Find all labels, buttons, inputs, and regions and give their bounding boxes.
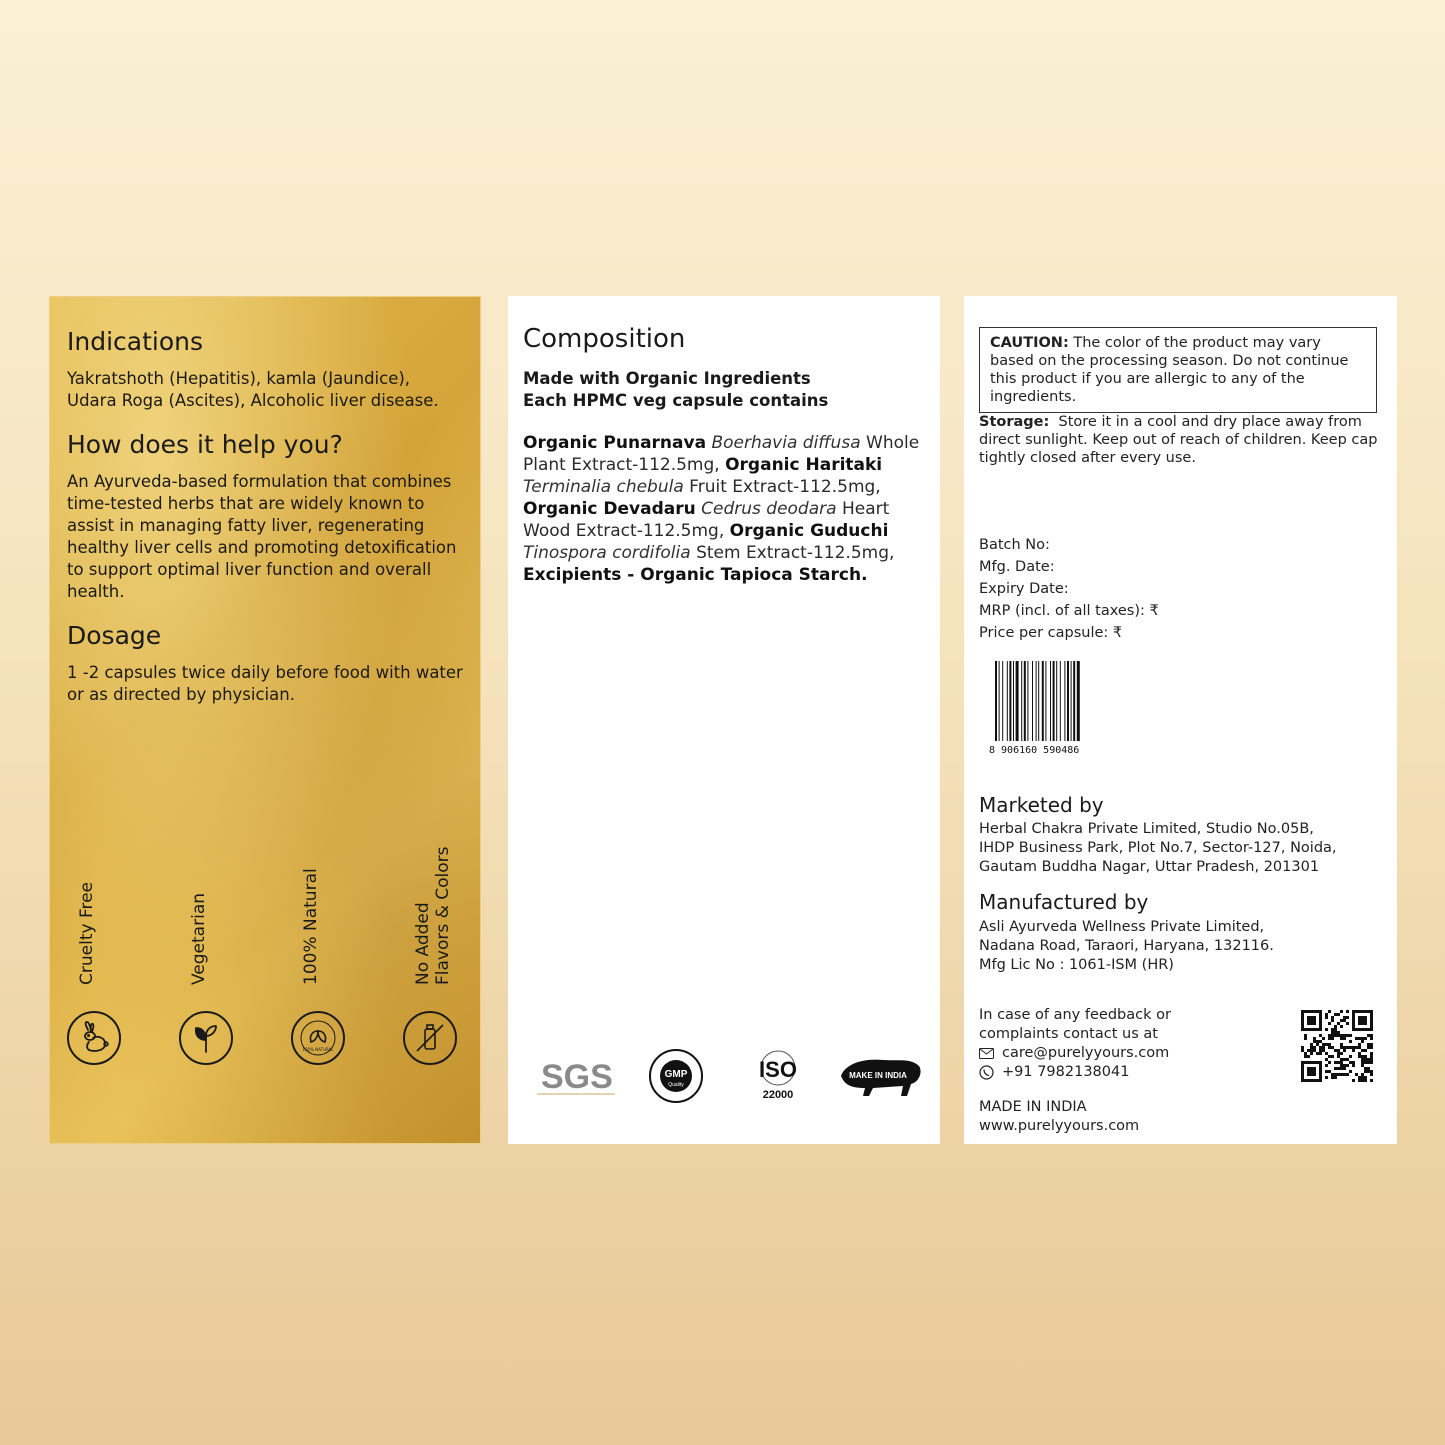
price-per-capsule: Price per capsule: ₹ — [979, 625, 1123, 641]
composition-list — [523, 432, 925, 586]
gmp-logo — [650, 1050, 702, 1102]
caution-box — [979, 327, 1377, 413]
badge-cruelty-free: Cruelty Free — [67, 843, 127, 1103]
leaf-icon — [179, 1011, 233, 1065]
sgs-logo — [537, 1058, 615, 1096]
batch-no: Batch No: — [979, 537, 1050, 553]
barcode-number: 8 906160 590486 — [989, 745, 1080, 756]
excipients: Excipients - Organic Tapioca Starch. — [523, 565, 868, 585]
indications-text: Yakratshoth (Hepatitis), kamla (Jaundice), Udara Roga (Ascites), Alcoholic liver disease. — [67, 369, 439, 410]
composition-title: Composition — [523, 324, 686, 354]
ingredient-latin: Tinospora cordifolia — [523, 543, 691, 563]
expiry-date: Expiry Date: — [979, 581, 1069, 597]
indications-panel — [49, 296, 481, 1144]
caution-label: CAUTION: — [990, 335, 1069, 351]
no-color-bottle-icon — [403, 1011, 457, 1065]
whatsapp-icon — [979, 1065, 994, 1080]
badge-natural: 100% Natural 100% NATURAL — [291, 843, 351, 1103]
label-info-panel — [964, 296, 1397, 1144]
indications-title: Indications — [67, 327, 204, 356]
caution-text: The color of the product may vary based on the processing season. Do not continue this product if you are allergic to any of the ingredients. — [990, 335, 1349, 405]
svg-text:MAKE IN INDIA: MAKE IN INDIA — [849, 1071, 907, 1080]
batch-details — [979, 534, 1159, 644]
email-row — [979, 1044, 1171, 1063]
manufactured-by-title: Manufactured by — [979, 890, 1149, 914]
phone-link[interactable]: +91 7982138041 — [1002, 1064, 1130, 1080]
svg-text:ISO: ISO — [759, 1057, 797, 1082]
marketed-by-title: Marketed by — [979, 793, 1104, 817]
capsule-subtitle: Each HPMC veg capsule contains — [523, 391, 829, 410]
mrp: MRP (incl. of all taxes): ₹ — [979, 603, 1159, 619]
dosage-text: 1 -2 capsules twice daily before food with water or as directed by physician. — [67, 663, 463, 704]
website-link[interactable]: www.purelyyours.com — [979, 1118, 1140, 1134]
ingredient-detail: Stem Extract-112.5mg, — [696, 543, 895, 563]
ingredient-name: Organic Haritaki — [725, 455, 883, 475]
make-in-india-logo — [841, 1060, 921, 1096]
mail-icon — [979, 1048, 994, 1059]
ingredient-name: Organic Guduchi — [729, 521, 889, 541]
how-title: How does it help you? — [67, 430, 343, 459]
storage-text: Store it in a cool and dry place away from direct sunlight. Keep out of reach of children. Keep cap tightly closed after every use. — [979, 414, 1378, 466]
feedback-contact — [979, 1006, 1171, 1082]
storage-label: Storage: — [979, 414, 1050, 430]
rabbit-icon — [67, 1011, 121, 1065]
qr-code — [1301, 1010, 1373, 1082]
organic-subtitle: Made with Organic Ingredients — [523, 369, 811, 388]
marketed-by-address: Herbal Chakra Private Limited, Studio No.05B, IHDP Business Park, Plot No.7, Sector-127, Noida, Gautam Buddha Nagar, Uttar Pradesh, 201301 — [979, 821, 1337, 875]
svg-text:100% NATURAL: 100% NATURAL — [302, 1047, 334, 1052]
mfg-date: Mfg. Date: — [979, 559, 1055, 575]
manufactured-by-address: Asli Ayurveda Wellness Private Limited, Nadana Road, Taraori, Haryana, 132116. Mfg Lic No : 1061-ISM (HR) — [979, 919, 1274, 973]
how-text: An Ayurveda-based formulation that combines time-tested herbs that are widely known to assist in managing fatty liver, regenerating healthy liver cells and promoting detoxification to support optimal liver function and overall health. — [67, 472, 457, 601]
ingredient-latin: Cedrus deodara — [701, 499, 837, 519]
indications-section — [67, 327, 463, 412]
ingredient-latin: Terminalia chebula — [523, 477, 684, 497]
feedback-text: complaints contact us at — [979, 1026, 1158, 1042]
ingredient-detail: Fruit Extract-112.5mg, — [689, 477, 881, 497]
ingredient-latin: Boerhavia diffusa — [711, 433, 861, 453]
origin-info — [979, 1098, 1139, 1136]
storage-info — [979, 413, 1379, 467]
feature-badges — [67, 843, 465, 1103]
ingredient-name: Organic Devadaru — [523, 499, 696, 519]
barcode — [989, 661, 1101, 756]
svg-text:GMP: GMP — [664, 1069, 688, 1080]
svg-text:SGS: SGS — [541, 1058, 613, 1096]
made-in-india: MADE IN INDIA — [979, 1099, 1087, 1115]
badge-vegetarian: Vegetarian — [179, 843, 239, 1103]
ingredient-name: Organic Punarnava — [523, 433, 707, 453]
dosage-section — [67, 621, 463, 706]
svg-text:Quality: Quality — [668, 1082, 684, 1088]
iso-logo — [759, 1051, 797, 1101]
feedback-text: In case of any feedback or — [979, 1007, 1171, 1023]
composition-panel — [508, 296, 940, 1144]
natural-leaves-icon — [291, 1011, 345, 1065]
phone-row — [979, 1063, 1171, 1082]
how-section — [67, 430, 463, 603]
ingredient-detail: Heart Wood Extract-112.5mg, — [523, 499, 890, 541]
badge-no-added: No Added Flavors & Colors — [403, 843, 463, 1103]
certification-logos — [523, 1044, 923, 1104]
dosage-title: Dosage — [67, 621, 162, 650]
email-link[interactable]: care@purelyyours.com — [1002, 1045, 1170, 1061]
ingredient-detail: Whole Plant Extract-112.5mg, — [523, 433, 920, 475]
svg-text:22000: 22000 — [762, 1089, 794, 1101]
